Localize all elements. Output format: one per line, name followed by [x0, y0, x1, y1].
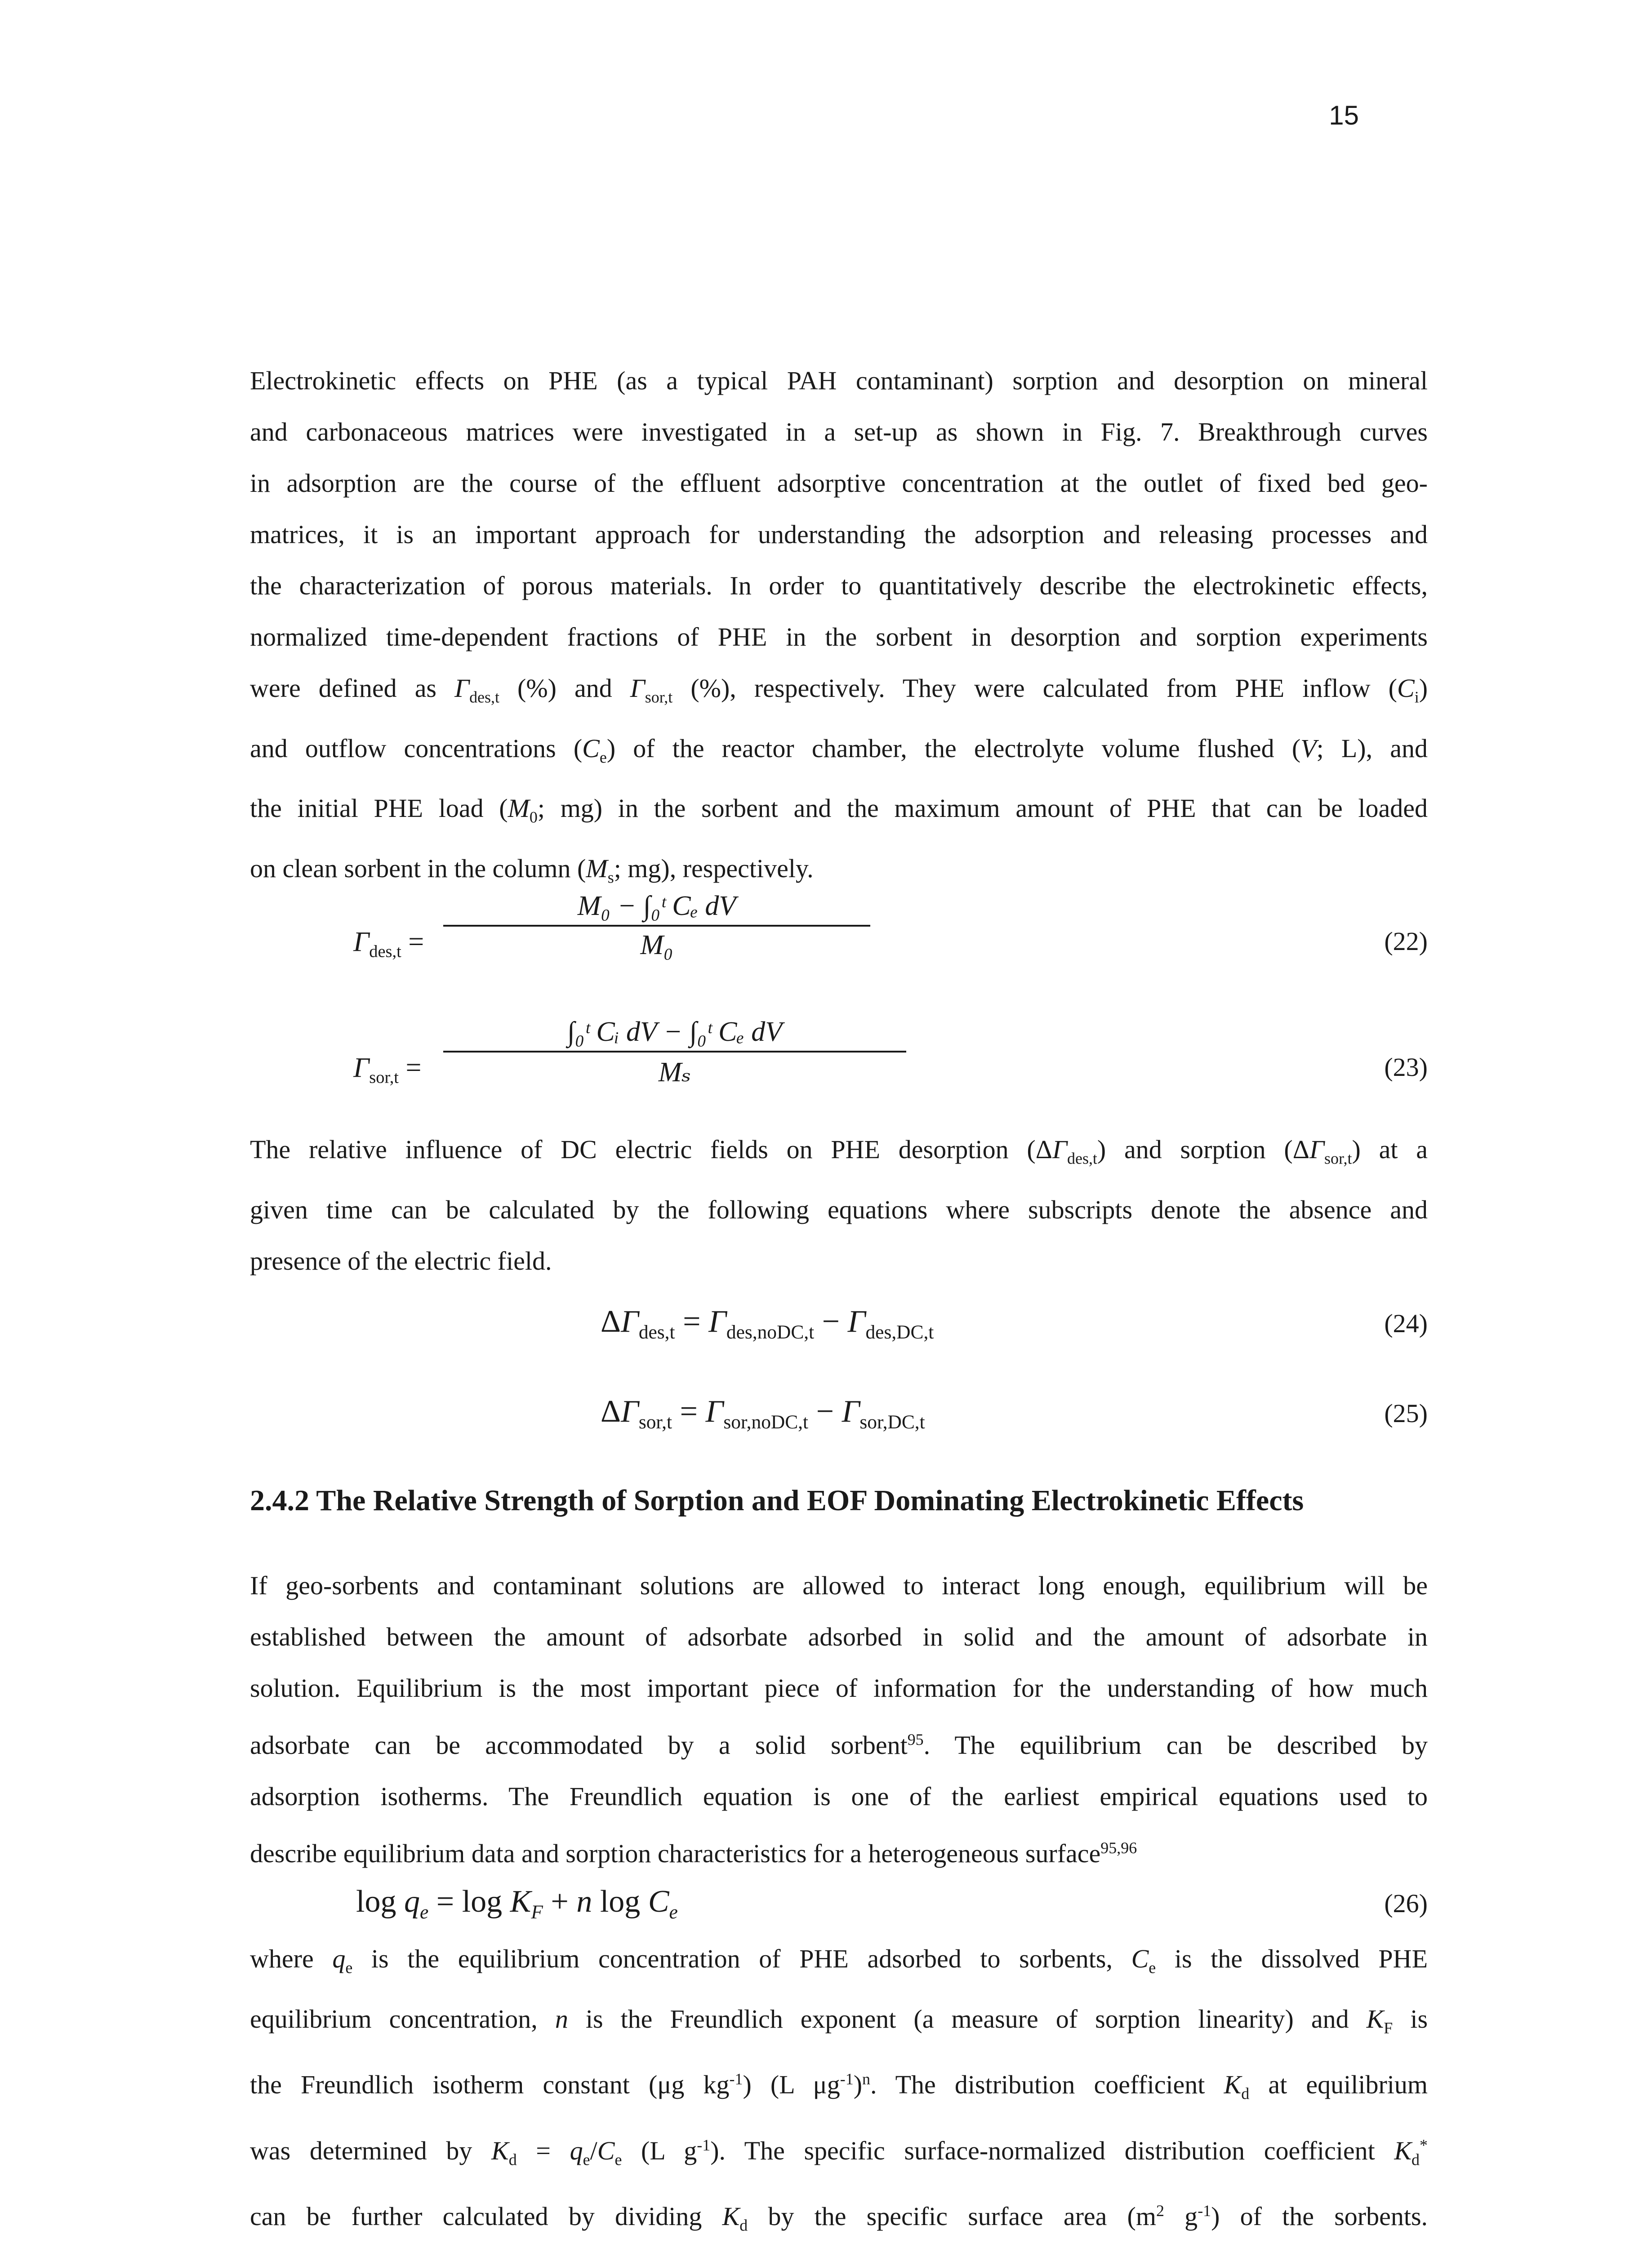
equation-lhs: $\Gamma_{sor,t}$ =	[353, 1053, 422, 1087]
text-line: can be further calculated by dividing $K_d$ by the specific surface area ($m^2$ $g^{-1}$) of the sorbents.	[250, 2201, 1428, 2235]
section-heading: 2.4.2 The Relative Strength of Sorption and EOF Dominating Electrokinetic Effects	[250, 1484, 1304, 1517]
text-line: the Freundlich isotherm constant (μg $kg^{-1}$) (L $\mu g^{-1})^n$. The distribution coefficient $K_d$ at equilibrium	[250, 2070, 1428, 2103]
text-line: were defined as $\Gamma_{des,t}$ (%) and $\Gamma_{sor,t}$ (%), respectively. They were calculated from PHE inflow $(C_i)$	[250, 674, 1428, 706]
text-line: was determined by $K_d = q_e/C_e$ (L $g^{-1}$). The specific surface-normalized distribution coefficient $K_d^*$	[250, 2136, 1428, 2168]
text-line: matrices, it is an important approach for understanding the adsorption and releasing processes and	[250, 520, 1428, 549]
text-line: the initial PHE load ($M_0$; mg) in the sorbent and the maximum amount of PHE that can be loaded	[250, 794, 1428, 826]
equation-number: (24)	[1384, 1309, 1428, 1338]
numerator: ∫₀ᵗ Cᵢ dV − ∫₀ᵗ Cₑ dV	[567, 1017, 783, 1047]
equation-23	[250, 1016, 1428, 1115]
denominator: Mₛ	[658, 1057, 691, 1088]
text-line: in adsorption are the course of the effluent adsorptive concentration at the outlet of fixed bed geo-	[250, 468, 1428, 498]
text-line: on clean sorbent in the column ($M_s$; mg), respectively.	[250, 853, 814, 887]
text-line: established between the amount of adsorbate adsorbed in solid and the amount of adsorbate in	[250, 1622, 1428, 1651]
equation-body: $\Delta\Gamma_{des,t} = \Gamma_{des,noDC,t} - \Gamma_{des,DC,t}$	[601, 1304, 934, 1343]
equation-body: $\log q_e = \log K_F + n$ $\log C_e$	[356, 1884, 678, 1923]
text-line: given time can be calculated by the following equations where subscripts denote the absence and	[250, 1195, 1428, 1224]
denominator: M₀	[640, 930, 673, 960]
equation-number: (26)	[1384, 1889, 1428, 1918]
text-line: describe equilibrium data and sorption characteristics for a heterogeneous surface$^{95,96}$	[250, 1838, 1137, 1868]
text-line: normalized time-dependent fractions of PHE in the sorbent in desorption and sorption experiments	[250, 622, 1428, 651]
paragraph-intro	[250, 355, 1428, 903]
text-line: presence of the electric field.	[250, 1246, 552, 1276]
equation-number: (22)	[1384, 927, 1428, 956]
equation-26	[250, 1884, 1428, 1933]
text-line: equilibrium concentration, n is the Freundlich exponent (a measure of sorption linearity) and $K_F$ is	[250, 2004, 1428, 2037]
paragraph-freundlich	[250, 1933, 1428, 2248]
numerator: M₀ − ∫₀ᵗ Cₑ dV	[577, 891, 736, 921]
equation-number: (25)	[1384, 1399, 1428, 1428]
fraction	[443, 1016, 906, 1088]
text-line: the characterization of porous materials. In order to quantitatively describe the electrokinetic effects,	[250, 571, 1428, 600]
text-line: The relative influence of DC electric fields on PHE desorption $(\Delta\Gamma_{des,t})$ and sorption $(\Delta\Gamma_{sor,t})$ at a	[250, 1135, 1428, 1168]
text-line: adsorbate can be accommodated by a solid sorbent$^{95}$. The equilibrium can be described by	[250, 1730, 1428, 1760]
text-line: solution. Equilibrium is the most important piece of information for the understanding of how much	[250, 1673, 1428, 1703]
page-number: 15	[1329, 100, 1359, 130]
paragraph-relative-influence	[250, 1124, 1428, 1287]
text-line: and outflow concentrations $(C_e)$ of the reactor chamber, the electrolyte volume flushed (V; L), and	[250, 733, 1428, 767]
equation-22	[250, 890, 1428, 989]
text-line: where $q_e$ is the equilibrium concentration of PHE adsorbed to sorbents, $C_e$ is the dissolved PHE	[250, 1944, 1428, 1977]
equation-lhs: $\Gamma_{des,t}$ =	[353, 927, 424, 961]
text-line: If geo-sorbents and contaminant solutions are allowed to interact long enough, equilibrium will be	[250, 1571, 1428, 1600]
paragraph-equilibrium	[250, 1560, 1428, 1879]
equation-body: $\Delta\Gamma_{sor,t} = \Gamma_{sor,noDC,t} - \Gamma_{sor,DC,t}$	[601, 1394, 925, 1433]
text-line: Electrokinetic effects on PHE (as a typical PAH contaminant) sorption and desorption on mineral	[250, 366, 1428, 395]
equation-25	[250, 1394, 1428, 1443]
text-line: and carbonaceous matrices were investigated in a set-up as shown in Fig. 7. Breakthrough curves	[250, 417, 1428, 446]
equation-24	[250, 1304, 1428, 1353]
fraction	[443, 890, 870, 961]
text-line: adsorption isotherms. The Freundlich equation is one of the earliest empirical equations used to	[250, 1781, 1428, 1811]
equation-number: (23)	[1384, 1053, 1428, 1082]
